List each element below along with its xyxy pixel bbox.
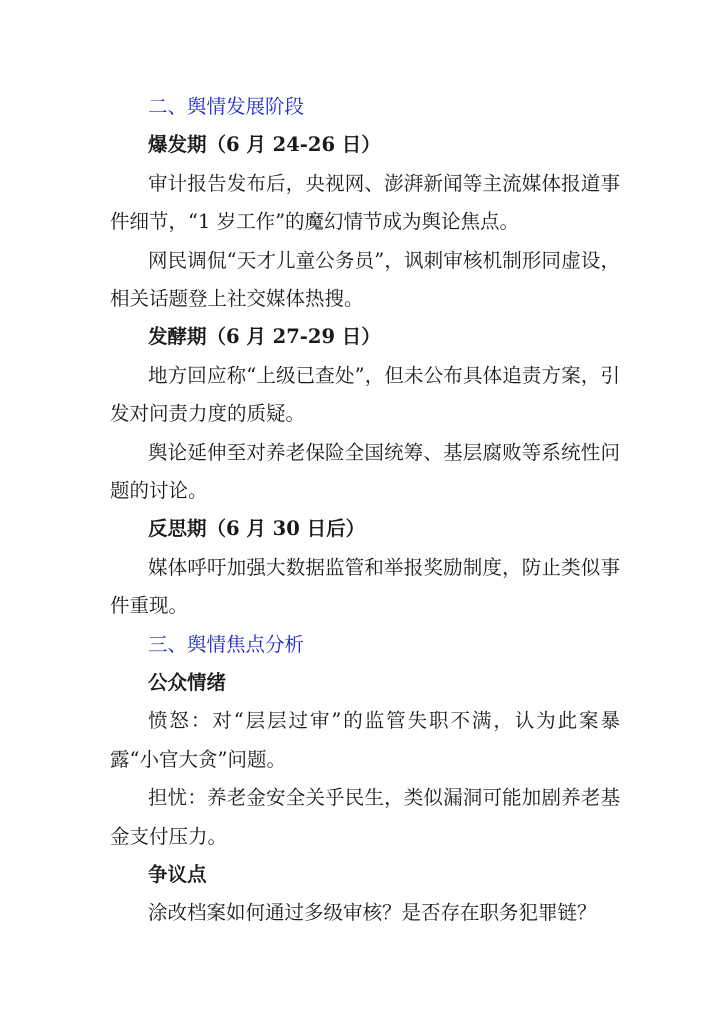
subheading-fermentation-period: 发酵期（6 月 27-29 日） <box>148 325 381 349</box>
subheading-public-emotion: 公众情绪 <box>148 671 227 695</box>
section-heading-focus: 三、舆情焦点分析 <box>148 632 305 656</box>
paragraph-emotion-worry: 担忧：养老金安全关乎民生，类似漏洞可能加剧养老基金支付压力。 <box>110 786 620 848</box>
subheading-reflection-period: 反思期（6 月 30 日后） <box>148 517 366 541</box>
document-page <box>110 88 620 933</box>
paragraph-fermentation-1: 地方回应称“上级已查处”，但未公布具体追责方案，引发对问责力度的质疑。 <box>110 363 620 426</box>
paragraph-controversy-1: 涂改档案如何通过多级审核？是否存在职务犯罪链？ <box>148 901 597 925</box>
paragraph-outbreak-2: 网民调侃“天才儿童公务员”，讽刺审核机制形同虚设，相关话题登上社交媒体热搜。 <box>110 248 620 310</box>
paragraph-emotion-anger: 愤怒：对“层层过审”的监管失职不满，认为此案暴露“小官大贪”问题。 <box>110 709 620 771</box>
paragraph-reflection-1: 媒体呼吁加强大数据监管和举报奖励制度，防止类似事件重现。 <box>110 555 620 618</box>
section-heading-development: 二、舆情发展阶段 <box>148 95 305 118</box>
subheading-outbreak-period: 爆发期（6 月 24-26 日） <box>148 133 381 157</box>
subheading-controversy: 争议点 <box>148 863 207 887</box>
paragraph-outbreak-1: 审计报告发布后，央视网、澎湃新闻等主流媒体报道事件细节，“1 岁工作”的魔幻情节成为舆论焦点。 <box>110 171 620 234</box>
paragraph-fermentation-2: 舆论延伸至对养老保险全国统筹、基层腐败等系统性问题的讨论。 <box>110 440 620 503</box>
